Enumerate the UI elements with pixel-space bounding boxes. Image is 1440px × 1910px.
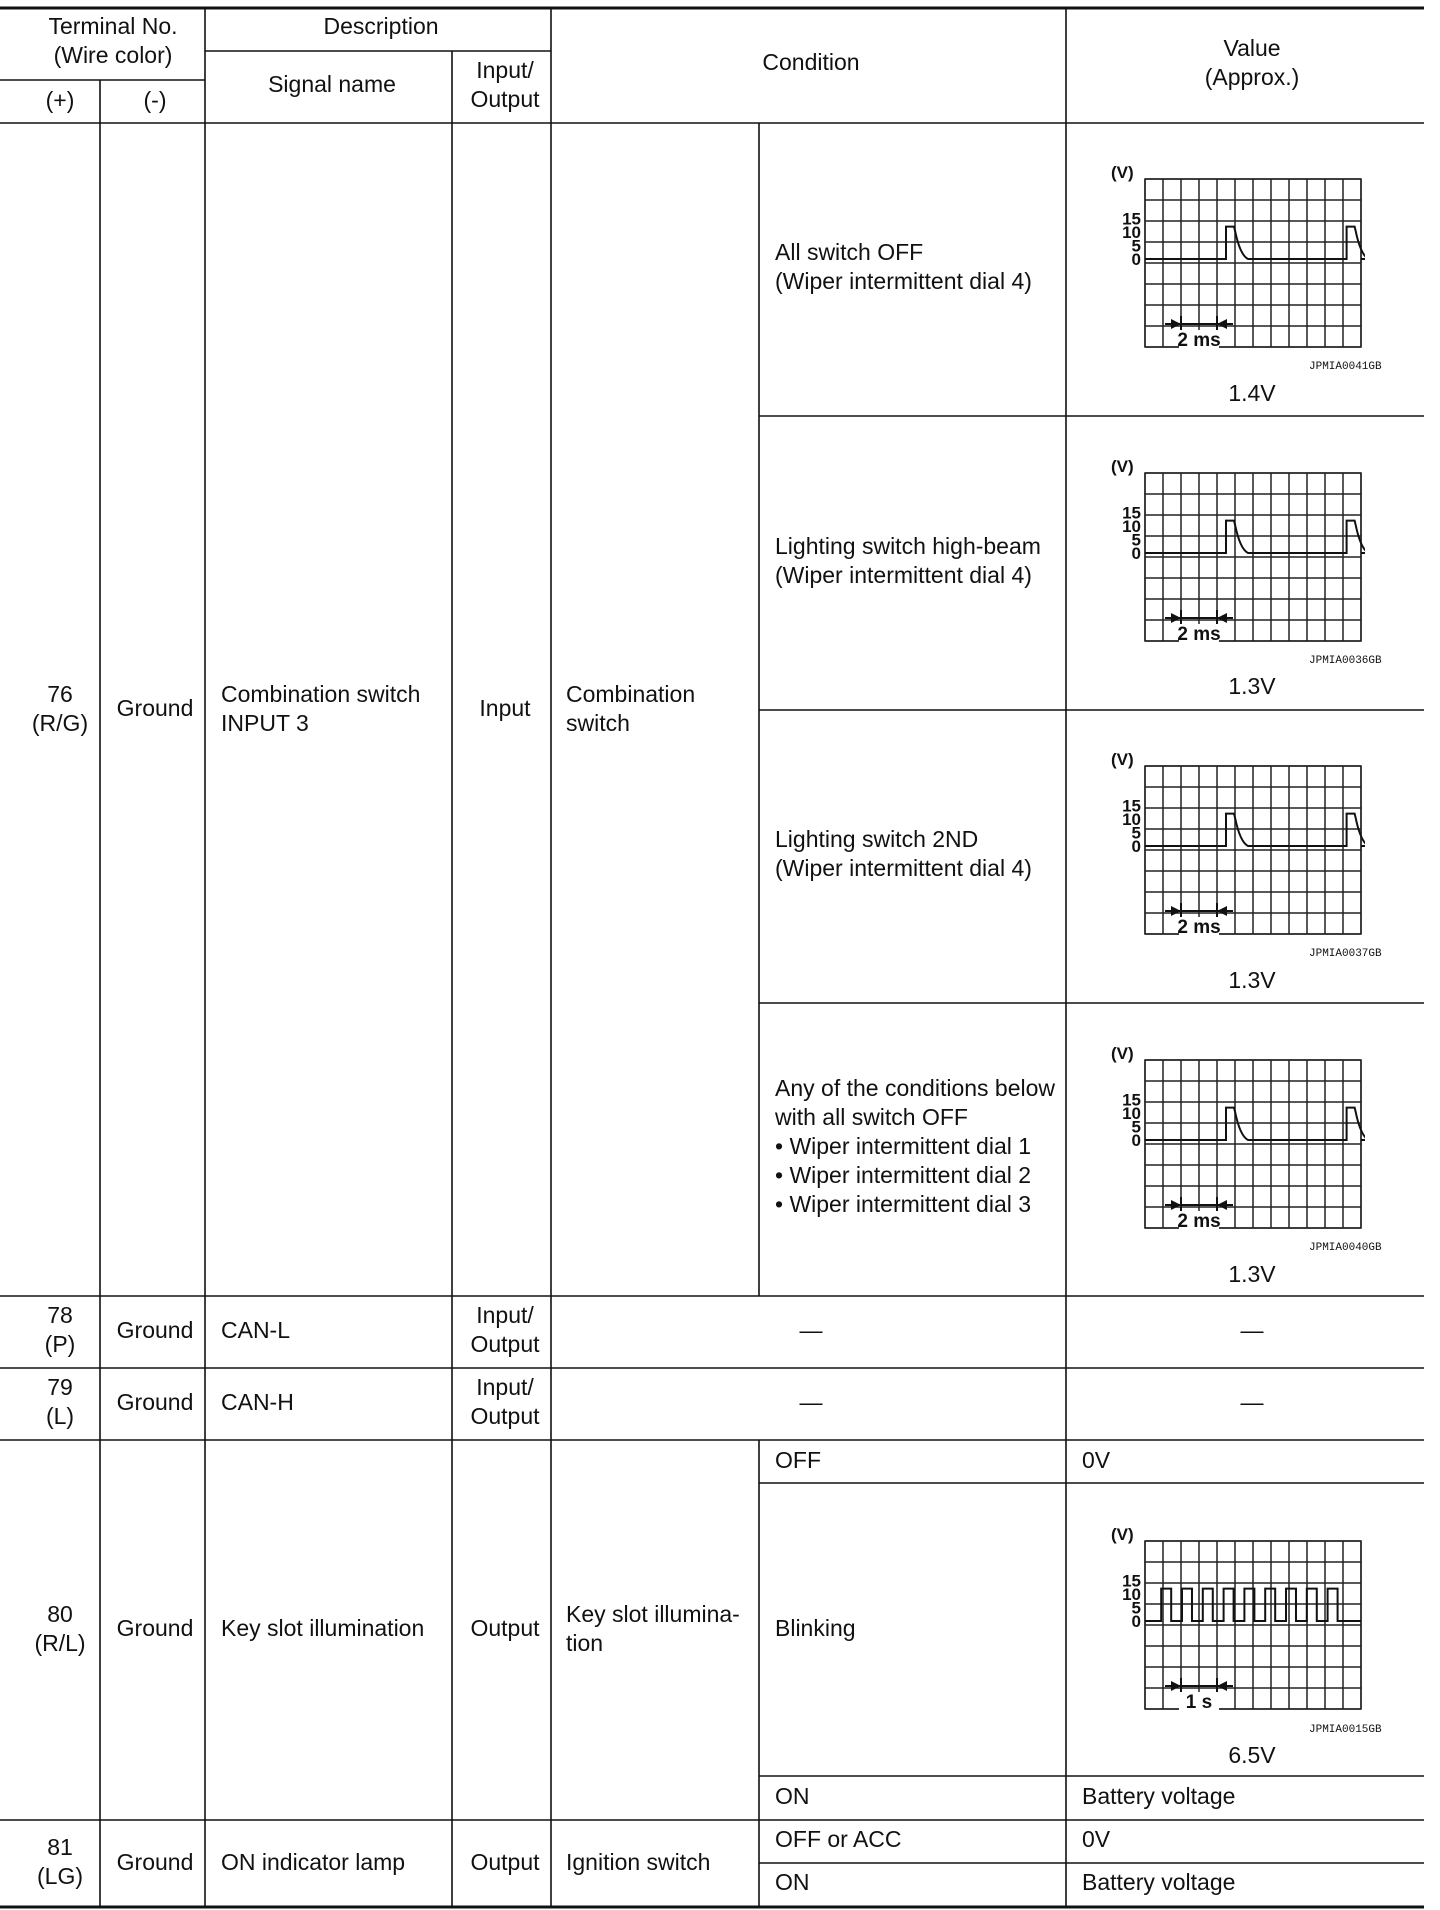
- wire-color-80: (R/L): [34, 1630, 86, 1656]
- value-81-on: Battery voltage: [1082, 1869, 1236, 1895]
- time-scale-arrow: [1217, 319, 1227, 329]
- header-plus: (+): [45, 87, 75, 113]
- volt-tick-label: 5: [1131, 1598, 1141, 1618]
- header-approx: (Approx.): [1204, 64, 1300, 90]
- io-79-line2: Output: [470, 1403, 540, 1429]
- header-wire-color: (Wire color): [53, 42, 173, 68]
- io-78-line2: Output: [470, 1331, 540, 1357]
- signal-78: CAN-L: [221, 1317, 291, 1343]
- waveform-any-dial: [1105, 1046, 1365, 1246]
- volt-tick-label: 15: [1122, 796, 1141, 816]
- time-scale-arrow: [1171, 906, 1181, 916]
- condition-80-on: ON: [775, 1783, 810, 1809]
- time-scale-label: 1 s: [1185, 1692, 1213, 1713]
- volt-tick-label: 0: [1131, 544, 1141, 563]
- terminal-76: 76: [47, 681, 73, 707]
- condition-78: —: [799, 1317, 823, 1343]
- volt-tick-label: 15: [1122, 1090, 1141, 1110]
- time-scale-arrow: [1171, 319, 1181, 329]
- condition-any-line1: Any of the conditions below: [775, 1075, 1056, 1101]
- time-scale-arrow: [1171, 1200, 1181, 1210]
- signal-79: CAN-H: [221, 1389, 294, 1415]
- figure-code-0040: JPMIA0040GB: [1309, 1242, 1382, 1254]
- volt-tick-label: 10: [1122, 1104, 1141, 1123]
- condition-all-switch-off-dial: (Wiper intermittent dial 4): [775, 268, 1032, 294]
- time-scale-arrow: [1217, 613, 1227, 623]
- condition-group-80-line1: Key slot illumina-: [566, 1601, 740, 1627]
- condition-group-76-line1: Combination: [566, 681, 696, 707]
- volt-tick-label: 5: [1131, 823, 1141, 843]
- volt-tick-label: 15: [1122, 1571, 1141, 1591]
- figure-code-0037: JPMIA0037GB: [1309, 948, 1382, 960]
- volt-tick-label: 15: [1122, 209, 1141, 229]
- condition-81-on: ON: [775, 1869, 810, 1895]
- condition-2nd-dial: (Wiper intermittent dial 4): [775, 855, 1032, 881]
- signal-trace: [1145, 227, 1365, 259]
- time-scale-arrow: [1217, 906, 1227, 916]
- waveform-2nd: [1105, 752, 1365, 952]
- wire-color-81: (LG): [37, 1863, 83, 1889]
- signal-76-line2: INPUT 3: [221, 710, 309, 736]
- time-scale-label: 2 ms: [1177, 330, 1221, 351]
- minus-78: Ground: [116, 1317, 194, 1343]
- condition-high-beam-dial: (Wiper intermittent dial 4): [775, 562, 1032, 588]
- condition-all-switch-off: All switch OFF: [775, 239, 924, 265]
- value-all-switch-off: 1.4V: [1228, 380, 1276, 406]
- time-scale-arrow: [1217, 1681, 1227, 1691]
- wire-color-76: (R/G): [31, 710, 89, 736]
- io-80: Output: [470, 1615, 540, 1641]
- value-2nd: 1.3V: [1228, 967, 1276, 993]
- signal-81: ON indicator lamp: [221, 1849, 406, 1875]
- volt-unit: (V): [1111, 1527, 1134, 1544]
- volt-unit: (V): [1111, 752, 1134, 769]
- volt-tick-label: 0: [1131, 837, 1141, 856]
- header-minus: (-): [143, 87, 167, 113]
- header-io-line1: Input/: [476, 57, 534, 83]
- header-value: Value: [1223, 35, 1281, 61]
- minus-79: Ground: [116, 1389, 194, 1415]
- minus-76: Ground: [116, 695, 194, 721]
- condition-2nd: Lighting switch 2ND: [775, 826, 979, 852]
- volt-tick-label: 10: [1122, 810, 1141, 829]
- terminal-80: 80: [47, 1601, 73, 1627]
- figure-code-0015: JPMIA0015GB: [1309, 1724, 1382, 1736]
- value-any-dial: 1.3V: [1228, 1261, 1276, 1287]
- signal-80: Key slot illumination: [221, 1615, 425, 1641]
- volt-tick-label: 0: [1131, 1131, 1141, 1150]
- header-condition: Condition: [762, 49, 860, 75]
- time-scale-label: 2 ms: [1177, 917, 1221, 938]
- header-signal-name: Signal name: [268, 71, 396, 97]
- condition-high-beam: Lighting switch high-beam: [775, 533, 1041, 559]
- volt-unit: (V): [1111, 459, 1134, 476]
- value-81-off-acc: 0V: [1082, 1826, 1111, 1852]
- header-description: Description: [323, 13, 439, 39]
- value-high-beam: 1.3V: [1228, 673, 1276, 699]
- value-80-blinking: 6.5V: [1228, 1742, 1276, 1768]
- wire-color-78: (P): [44, 1331, 76, 1357]
- value-78: —: [1240, 1317, 1264, 1343]
- condition-any-dial1: • Wiper intermittent dial 1: [775, 1133, 1032, 1159]
- volt-unit: (V): [1111, 165, 1134, 182]
- waveform-blinking: [1105, 1527, 1365, 1727]
- signal-76-line1: Combination switch: [221, 681, 421, 707]
- time-scale-label: 2 ms: [1177, 624, 1221, 645]
- time-scale-label: 2 ms: [1177, 1211, 1221, 1232]
- io-76: Input: [479, 695, 531, 721]
- signal-trace: [1145, 1108, 1365, 1140]
- condition-group-81: Ignition switch: [566, 1849, 711, 1875]
- minus-80: Ground: [116, 1615, 194, 1641]
- minus-81: Ground: [116, 1849, 194, 1875]
- signal-trace: [1145, 814, 1365, 846]
- figure-code-0041: JPMIA0041GB: [1309, 361, 1382, 373]
- waveform-all-switch-off: [1105, 165, 1365, 365]
- figure-code-0036: JPMIA0036GB: [1309, 655, 1382, 667]
- value-80-off: 0V: [1082, 1447, 1111, 1473]
- terminal-79: 79: [47, 1374, 73, 1400]
- header-terminal-no: Terminal No.: [48, 13, 178, 39]
- wire-color-79: (L): [45, 1403, 75, 1429]
- value-79: —: [1240, 1389, 1264, 1415]
- time-scale-arrow: [1217, 1200, 1227, 1210]
- condition-79: —: [799, 1389, 823, 1415]
- time-scale-arrow: [1171, 613, 1181, 623]
- volt-unit: (V): [1111, 1046, 1134, 1063]
- terminal-78: 78: [47, 1302, 73, 1328]
- volt-tick-label: 10: [1122, 223, 1141, 242]
- waveform-high-beam: [1105, 459, 1365, 659]
- volt-tick-label: 10: [1122, 517, 1141, 536]
- condition-group-80-line2: tion: [566, 1630, 604, 1656]
- volt-tick-label: 5: [1131, 236, 1141, 256]
- condition-any-line2: with all switch OFF: [775, 1104, 968, 1130]
- io-81: Output: [470, 1849, 540, 1875]
- condition-any-dial2: • Wiper intermittent dial 2: [775, 1162, 1032, 1188]
- header-io-line2: Output: [470, 86, 540, 112]
- io-78-line1: Input/: [476, 1302, 534, 1328]
- condition-80-blinking: Blinking: [775, 1615, 856, 1641]
- volt-tick-label: 0: [1131, 1612, 1141, 1631]
- volt-tick-label: 5: [1131, 530, 1141, 550]
- time-scale-arrow: [1171, 1681, 1181, 1691]
- signal-trace: [1145, 521, 1365, 553]
- condition-any-dial3: • Wiper intermittent dial 3: [775, 1191, 1032, 1217]
- volt-tick-label: 10: [1122, 1585, 1141, 1604]
- volt-tick-label: 0: [1131, 250, 1141, 269]
- condition-80-off: OFF: [775, 1447, 821, 1473]
- io-79-line1: Input/: [476, 1374, 534, 1400]
- volt-tick-label: 15: [1122, 503, 1141, 523]
- condition-group-76-line2: switch: [566, 710, 630, 736]
- terminal-81: 81: [47, 1834, 73, 1860]
- volt-tick-label: 5: [1131, 1117, 1141, 1137]
- condition-81-off-acc: OFF or ACC: [775, 1826, 902, 1852]
- value-80-on: Battery voltage: [1082, 1783, 1236, 1809]
